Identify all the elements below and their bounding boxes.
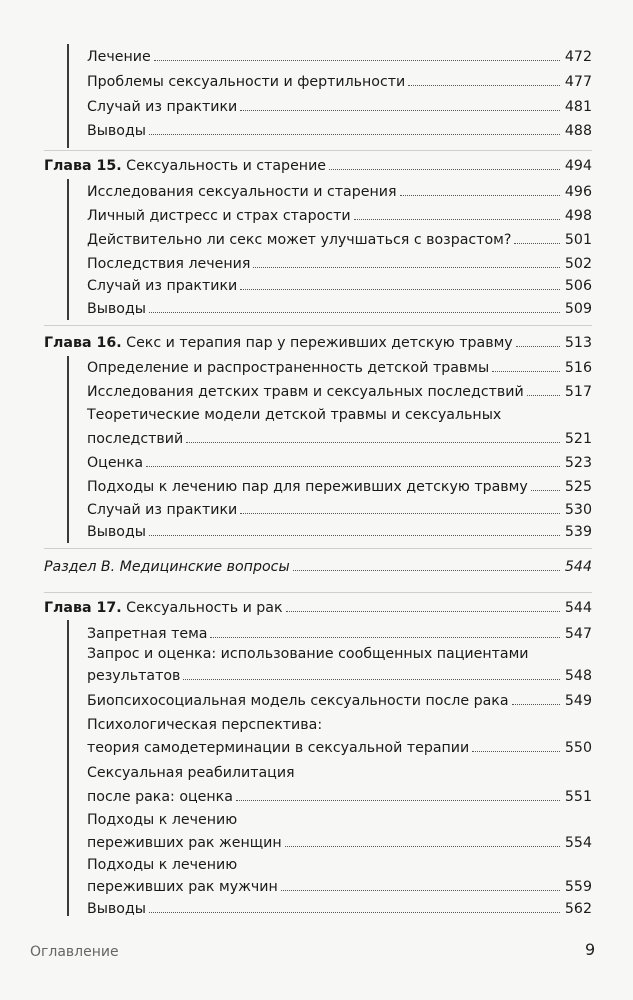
toc-entry[interactable] — [87, 689, 592, 713]
entry-title: Личный дистресс и страх старости — [87, 208, 351, 224]
entry-title: Определение и распространенность детской травмы — [87, 360, 490, 376]
entry-page: 481 — [564, 99, 592, 115]
entry-title: Выводы — [87, 123, 146, 139]
leader-dots — [149, 534, 560, 536]
entry-title: Сексуальная реабилитация — [87, 765, 295, 781]
entry-page: 525 — [564, 479, 592, 495]
section-title: Раздел В. Медицинские вопросы — [44, 559, 290, 575]
entry-page: 554 — [564, 835, 592, 851]
toc-entry[interactable] — [87, 380, 592, 404]
toc-entry-first-line[interactable] — [87, 853, 592, 877]
entry-page: 521 — [564, 431, 592, 447]
chapter-entry[interactable] — [44, 596, 592, 620]
entry-page: 477 — [564, 74, 592, 90]
leader-dots — [240, 288, 560, 290]
entry-title: Случай из практики — [87, 99, 238, 115]
leader-dots — [472, 750, 560, 752]
entry-title-continued: переживших рак женщин — [87, 835, 282, 851]
separator — [44, 548, 592, 549]
leader-dots — [186, 441, 560, 443]
entry-page: 523 — [564, 455, 592, 471]
chapter-title: Сексуальность и старение — [126, 158, 327, 174]
toc-entry[interactable] — [87, 204, 592, 228]
entry-title-continued: переживших рак мужчин — [87, 879, 278, 895]
leader-dots — [281, 889, 560, 891]
group-bar — [67, 620, 69, 916]
entry-title: Проблемы сексуальности и фертильности — [87, 74, 406, 90]
entry-title: Выводы — [87, 901, 146, 917]
toc-entry[interactable] — [87, 45, 592, 69]
toc-entry[interactable] — [87, 95, 592, 119]
chapter-label: Глава 15. — [44, 158, 122, 174]
leader-dots — [400, 194, 560, 196]
entry-page: 551 — [564, 789, 592, 805]
separator — [44, 325, 592, 326]
leader-dots — [240, 109, 560, 111]
chapter-label: Глава 16. — [44, 335, 122, 351]
entry-title: Исследования детских травм и сексуальных последствий — [87, 384, 524, 400]
entry-page: 548 — [564, 668, 592, 684]
group-bar — [67, 44, 69, 148]
entry-page: 530 — [564, 502, 592, 518]
leader-dots — [146, 465, 560, 467]
toc-entry-continuation[interactable] — [87, 664, 592, 688]
toc-entry[interactable] — [87, 356, 592, 380]
entry-page: 488 — [564, 123, 592, 139]
separator — [44, 150, 592, 151]
leader-dots — [516, 345, 560, 347]
group-bar — [67, 179, 69, 320]
leader-dots — [527, 394, 560, 396]
entry-page: 502 — [564, 256, 592, 272]
entry-title: Психологическая перспектива: — [87, 717, 323, 733]
entry-title: Случай из практики — [87, 278, 238, 294]
entry-title: Оценка — [87, 455, 144, 471]
toc-entry[interactable] — [87, 228, 592, 252]
leader-dots — [149, 133, 560, 135]
separator — [44, 592, 592, 593]
toc-entry[interactable] — [87, 520, 592, 544]
entry-page: 509 — [564, 301, 592, 317]
entry-title: Исследования сексуальности и старения — [87, 184, 397, 200]
leader-dots — [514, 242, 560, 244]
section-entry[interactable] — [44, 555, 592, 579]
chapter-label: Глава 17. — [44, 600, 122, 616]
entry-title: Случай из практики — [87, 502, 238, 518]
leader-dots — [286, 610, 560, 612]
leader-dots — [149, 911, 560, 913]
leader-dots — [253, 266, 560, 268]
group-bar — [67, 356, 69, 543]
toc-entry-continuation[interactable] — [87, 736, 592, 760]
leader-dots — [293, 569, 560, 571]
entry-title: Лечение — [87, 49, 151, 65]
leader-dots — [285, 845, 560, 847]
leader-dots — [512, 703, 560, 705]
toc-entry-first-line[interactable] — [87, 713, 592, 737]
leader-dots — [531, 489, 560, 491]
entry-title-continued: последствий — [87, 431, 184, 447]
toc-entry[interactable] — [87, 119, 592, 143]
toc-entry-first-line[interactable] — [87, 808, 592, 832]
entry-page: 544 — [564, 559, 592, 575]
toc-entry[interactable] — [87, 897, 592, 921]
leader-dots — [240, 512, 560, 514]
toc-entry[interactable] — [87, 180, 592, 204]
entry-page: 506 — [564, 278, 592, 294]
entry-page: 472 — [564, 49, 592, 65]
chapter-title: Сексуальность и рак — [126, 600, 283, 616]
toc-entry[interactable] — [87, 498, 592, 522]
entry-title: Действительно ли секс может улучшаться с возрастом? — [87, 232, 512, 248]
chapter-title: Секс и терапия пар у переживших детскую травму — [126, 335, 513, 351]
entry-title: Подходы к лечению — [87, 857, 238, 873]
entry-page: 544 — [564, 600, 592, 616]
toc-entry[interactable] — [87, 475, 592, 499]
entry-title: Запрос и оценка: использование сообщенных пациентами — [87, 646, 529, 662]
entry-page: 562 — [564, 901, 592, 917]
toc-entry-continuation[interactable] — [87, 427, 592, 451]
running-footer-section: Оглавление — [30, 944, 119, 960]
leader-dots — [183, 678, 560, 680]
entry-page: 559 — [564, 879, 592, 895]
entry-page: 516 — [564, 360, 592, 376]
entry-page: 549 — [564, 693, 592, 709]
entry-page: 513 — [564, 335, 592, 351]
entry-title-continued: результатов — [87, 668, 181, 684]
entry-title: Теоретические модели детской травмы и сексуальных — [87, 407, 502, 423]
toc-entry-continuation[interactable] — [87, 785, 592, 809]
toc-entry[interactable] — [87, 274, 592, 298]
leader-dots — [408, 84, 560, 86]
leader-dots — [329, 168, 560, 170]
entry-title: Подходы к лечению пар для переживших детскую травму — [87, 479, 528, 495]
leader-dots — [492, 370, 560, 372]
toc-entry[interactable] — [87, 70, 592, 94]
entry-page: 517 — [564, 384, 592, 400]
toc-entry-first-line[interactable] — [87, 642, 592, 666]
toc-entry-continuation[interactable] — [87, 831, 592, 855]
entry-page: 547 — [564, 626, 592, 642]
toc-entry[interactable] — [87, 451, 592, 475]
leader-dots — [210, 636, 559, 638]
entry-title: Последствия лечения — [87, 256, 251, 272]
toc-entry-first-line[interactable] — [87, 403, 592, 427]
entry-page: 496 — [564, 184, 592, 200]
chapter-entry[interactable] — [44, 331, 592, 355]
entry-title: Биопсихосоциальная модель сексуальности после рака — [87, 693, 509, 709]
entry-title-continued: после рака: оценка — [87, 789, 233, 805]
leader-dots — [354, 218, 560, 220]
leader-dots — [149, 311, 560, 313]
leader-dots — [154, 59, 560, 61]
entry-title: Подходы к лечению — [87, 812, 238, 828]
entry-page: 494 — [564, 158, 592, 174]
entry-title: Выводы — [87, 301, 146, 317]
toc-entry-first-line[interactable] — [87, 761, 592, 785]
toc-entry[interactable] — [87, 252, 592, 276]
entry-title: Выводы — [87, 524, 146, 540]
toc-entry-continuation[interactable] — [87, 875, 592, 899]
page-number: 9 — [585, 940, 596, 959]
entry-title: Запретная тема — [87, 626, 208, 642]
toc-entry[interactable] — [87, 297, 592, 321]
entry-page: 498 — [564, 208, 592, 224]
chapter-entry[interactable] — [44, 154, 592, 178]
entry-page: 501 — [564, 232, 592, 248]
entry-page: 539 — [564, 524, 592, 540]
leader-dots — [236, 799, 560, 801]
entry-title-continued: теория самодетерминации в сексуальной терапии — [87, 740, 470, 756]
entry-page: 550 — [564, 740, 592, 756]
